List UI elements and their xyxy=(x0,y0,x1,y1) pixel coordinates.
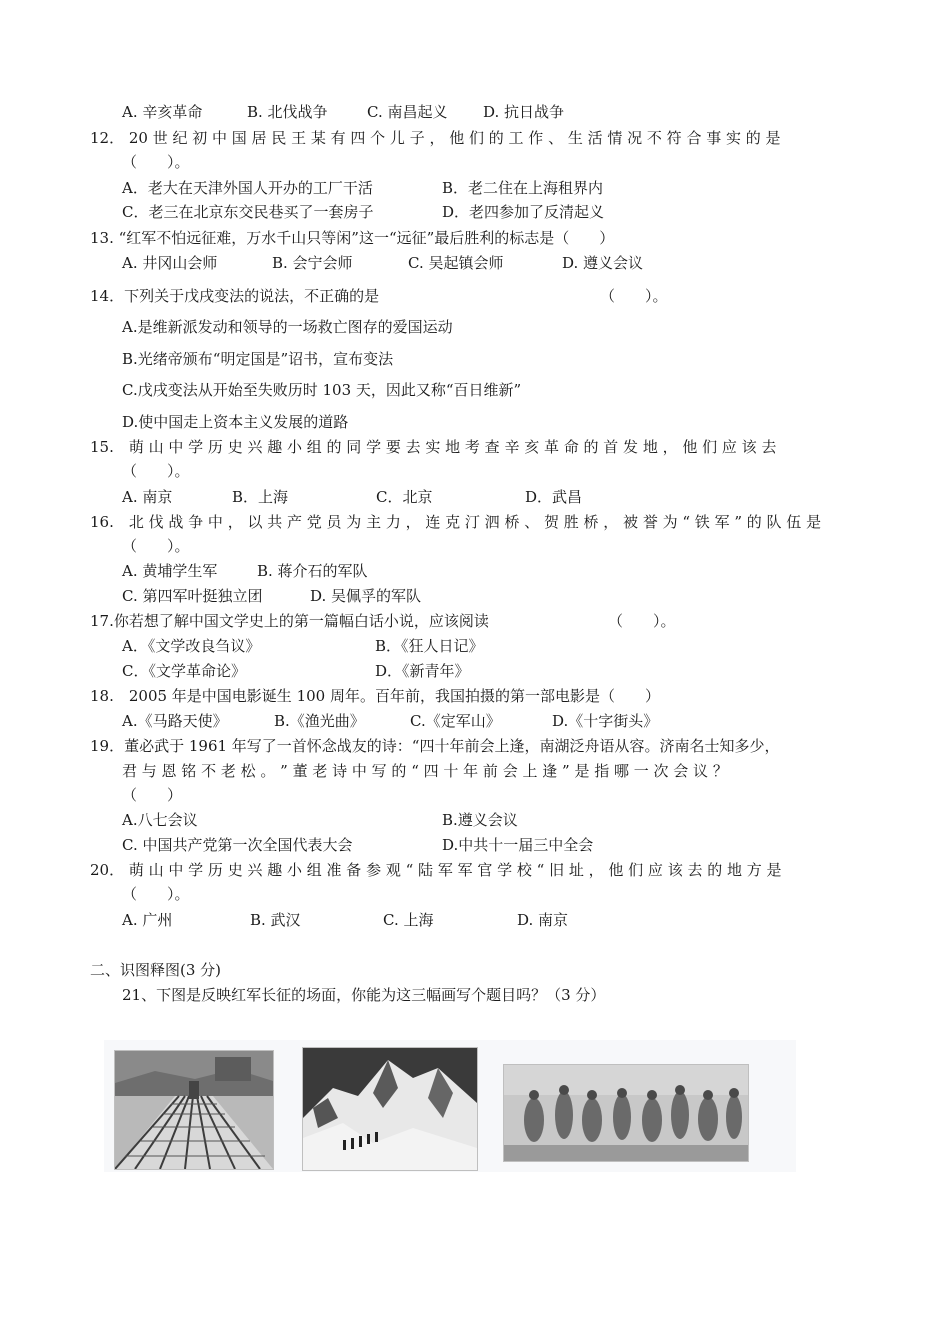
q18-option-b: B.《渔光曲》 xyxy=(274,712,365,730)
q21-stem: 21、下图是反映红军长征的场面，你能为这三幅画写个题目吗？（3 分） xyxy=(122,986,606,1004)
q15-paren: （ ）。 xyxy=(122,462,190,480)
q12-stem: 12． 20 世 纪 初 中 国 居 民 王 某 有 四 个 儿 子 ， 他 们 的 工 作 、 生 活 情 况 不 符 合 事 实 的 是 xyxy=(90,129,781,147)
q19-stem-line2: 君 与 恩 铭 不 老 松 。 ” 董 老 诗 中 写 的 “ 四 十 年 前 会 上 逢 ” 是 指 哪 一 次 会 议 ？ xyxy=(122,762,728,780)
q14-paren: （ ）。 xyxy=(600,287,668,305)
luding-bridge-image xyxy=(114,1050,274,1170)
section2-heading: 二、识图释图(3 分) xyxy=(90,961,222,979)
q19-option-c: C. 中国共产党第一次全国代表大会 xyxy=(122,836,353,854)
q16-option-b: B. 蒋介石的军队 xyxy=(257,562,368,580)
q11-option-b: B. 北伐战争 xyxy=(247,103,328,121)
q18-option-a: A.《马路天使》 xyxy=(122,712,228,730)
q20-option-c: C. 上海 xyxy=(383,911,434,929)
q15-stem: 15. 萌 山 中 学 历 史 兴 趣 小 组 的 同 学 要 去 实 地 考 查 辛 亥 革 命 的 首 发 地 ， 他 们 应 该 去 xyxy=(90,438,777,456)
q12-option-c: C．老三在北京东交民巷买了一套房子 xyxy=(122,203,374,221)
q11-option-a: A. 辛亥革命 xyxy=(122,103,203,121)
q12-paren: （ ）。 xyxy=(122,153,190,171)
q17-stem: 17.你若想了解中国文学史上的第一篇幅白话小说，应该阅读 xyxy=(90,612,489,630)
q18-option-d: D.《十字街头》 xyxy=(552,712,659,730)
q14-option-a: A.是维新派发动和领导的一场救亡图存的爱国运动 xyxy=(122,318,453,336)
q19-option-b: B.遵义会议 xyxy=(442,811,518,829)
q14-stem: 14．下列关于戊戌变法的说法，不正确的是 xyxy=(90,287,380,305)
q18-stem: 18. 2005 年是中国电影诞生 100 周年。百年前，我国拍摄的第一部电影是（ ） xyxy=(90,687,660,705)
q16-stem: 16. 北 伐 战 争 中 ， 以 共 产 党 员 为 主 力 ， 连 克 汀 泗 桥 、 贺 胜 桥 ， 被 誉 为 “ 铁 军 ” 的 队 伍 是 xyxy=(90,513,822,531)
grass-land-march-image xyxy=(503,1064,749,1162)
q13-option-c: C. 吴起镇会师 xyxy=(408,254,504,272)
q12-option-a: A．老大在天津外国人开办的工厂干活 xyxy=(122,179,373,197)
q12-option-d: D．老四参加了反清起义 xyxy=(442,203,605,221)
q12-option-b: B．老二住在上海租界内 xyxy=(442,179,604,197)
q11-option-c: C. 南昌起义 xyxy=(367,103,448,121)
q20-option-a: A. 广州 xyxy=(122,911,173,929)
q16-option-c: C. 第四军叶挺独立团 xyxy=(122,587,263,605)
q15-option-d: D．武昌 xyxy=(525,488,583,506)
q14-option-b: B.光绪帝颁布“明定国是”诏书，宣布变法 xyxy=(122,350,394,368)
q13-option-a: A. 井冈山会师 xyxy=(122,254,218,272)
q20-option-b: B. 武汉 xyxy=(250,911,301,929)
q16-paren: （ ）。 xyxy=(122,537,190,555)
q17-option-c: C．《文学革命论》 xyxy=(122,662,246,680)
q20-option-d: D. 南京 xyxy=(517,911,569,929)
q17-paren: （ ）。 xyxy=(608,612,676,630)
q15-option-c: C．北京 xyxy=(376,488,433,506)
q19-paren: （ ） xyxy=(122,786,183,804)
q19-option-a: A.八七会议 xyxy=(122,811,198,829)
q13-stem: 13. “红军不怕远征难，万水千山只等闲”这一“远征”最后胜利的标志是（ ） xyxy=(90,229,615,247)
q16-option-d: D. 吴佩孚的军队 xyxy=(310,587,422,605)
q17-option-d: D．《新青年》 xyxy=(375,662,470,680)
q11-option-d: D. 抗日战争 xyxy=(483,103,565,121)
q14-option-d: D.使中国走上资本主义发展的道路 xyxy=(122,413,349,431)
q15-option-a: A. 南京 xyxy=(122,488,173,506)
q18-option-c: C.《定军山》 xyxy=(410,712,501,730)
q17-option-a: A．《文学改良刍议》 xyxy=(122,637,261,655)
q16-option-a: A. 黄埔学生军 xyxy=(122,562,218,580)
q20-paren: （ ）。 xyxy=(122,885,190,903)
q13-option-d: D. 遵义会议 xyxy=(562,254,644,272)
q19-stem-line1: 19．董必武于 1961 年写了一首怀念战友的诗：“四十年前会上逢，南湖泛舟语从容。济南名士知多少， xyxy=(90,737,780,755)
q15-option-b: B．上海 xyxy=(232,488,289,506)
q20-stem: 20． 萌 山 中 学 历 史 兴 趣 小 组 准 备 参 观 “ 陆 军 军 官 学 校 “ 旧 址 ， 他 们 应 该 去 的 地 方 是 xyxy=(90,861,782,879)
snow-mountain-image xyxy=(302,1047,478,1171)
q19-option-d: D.中共十一届三中全会 xyxy=(442,836,594,854)
q13-option-b: B. 会宁会师 xyxy=(272,254,353,272)
q17-option-b: B．《狂人日记》 xyxy=(375,637,484,655)
q14-option-c: C.戊戌变法从开始至失败历时 103 天，因此又称“百日维新” xyxy=(122,381,522,399)
